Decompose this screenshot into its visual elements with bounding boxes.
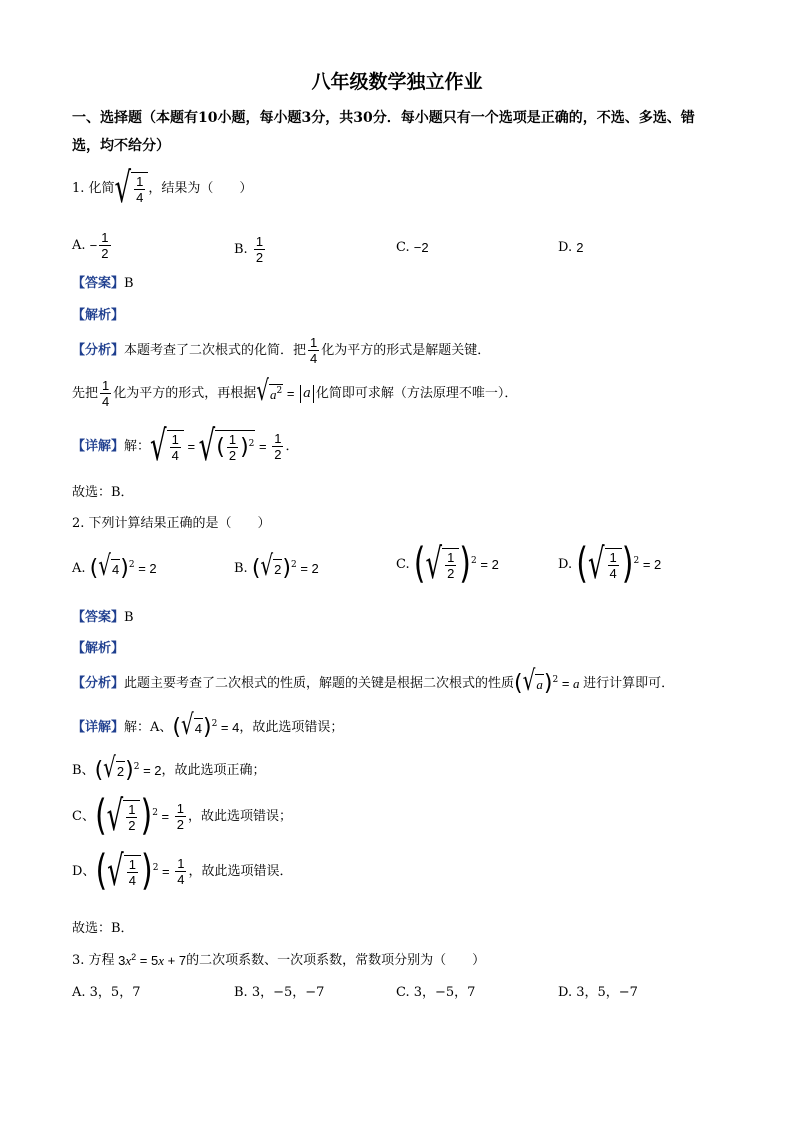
frac-den: 2 <box>255 250 264 265</box>
q2-conclusion: 故选：B． <box>72 921 134 936</box>
radical-sign-icon: √ <box>587 541 605 589</box>
frac-den: 4 <box>310 351 318 366</box>
detail-text: B、 <box>72 763 95 778</box>
sqrt-quarter: √ $\frac{1}{4}$ <box>150 430 184 463</box>
page-title: 八年级数学独立作业 <box>311 71 483 93</box>
detail-text: D、 <box>72 863 96 879</box>
frac-num: 1 <box>310 335 318 350</box>
detail-text: ，故此选项错误； <box>188 808 293 824</box>
q3-equation: $3x^2 = 5x + 7$ <box>114 952 187 968</box>
frac-num: 1 <box>101 230 109 245</box>
sqrt-half-squared: √ ( $\frac{1}{2}$ ) $^2$ <box>199 430 256 463</box>
q2-detail-a: 【详解】 解：A、 ( √ 4 ) $^2$ = 4 ，故此选项错误； <box>72 707 344 741</box>
method-text: 先把 <box>72 385 99 401</box>
frac-den: 4 <box>102 394 110 409</box>
q1-answer <box>72 275 134 293</box>
q2-option-a: A. ( √ 4 ) $^2$ = 2 <box>72 548 157 582</box>
q3-suffix: 的二次项系数、一次项系数，常数项分别为（ ） <box>186 953 486 968</box>
radical-sign-icon: √ <box>114 165 132 213</box>
radical-sign-icon: √ <box>103 750 116 784</box>
frac-num: 1 <box>255 234 264 249</box>
option-label: B. <box>234 561 248 576</box>
method-text: 化简即可求解（方法原理不唯一）． <box>315 385 518 401</box>
q2-answer <box>72 609 134 627</box>
q3-prefix: 3. 方程 <box>72 953 115 968</box>
option-value: 2 <box>576 240 584 255</box>
q3-option-d: D. 3，5，−7 <box>558 985 638 1000</box>
option-label: D. <box>558 556 573 572</box>
radical-sign-icon: √ <box>522 663 536 697</box>
detail-text: C、 <box>72 808 95 824</box>
analysis-heading-label: 【解析】 <box>72 308 125 323</box>
q2-detail-d: D、 ( √ $\frac{1}{4}$ ) $^2$ = $\frac{1}{4}$ ，故此选项错误． <box>72 855 293 888</box>
option-label: A. <box>72 561 86 576</box>
answer-value: B <box>124 276 134 291</box>
frac-num: 1 <box>102 378 110 393</box>
analysis-text: 此题主要考查了二次根式的性质，解题的关键是根据二次根式的性质 <box>124 676 515 691</box>
detail-label: 【详解】 <box>72 720 125 735</box>
analysis-text: 化为平方的形式是解题关键． <box>321 342 491 358</box>
answer-label: 【答案】 <box>72 276 125 291</box>
radical-sign-icon: √ <box>256 372 270 407</box>
radical-sign-icon: √ <box>181 707 194 741</box>
radical-sign-icon: √ <box>98 548 112 582</box>
option-value: −2 <box>413 240 429 255</box>
q2-detail-b: B、 ( √ 2 ) $^2$ = 2 ，故此选项正确； <box>72 750 266 784</box>
q1-option-c <box>396 239 429 257</box>
q1-radicand-num: 1 <box>136 174 144 189</box>
method-text: 化为平方的形式，再根据 <box>113 385 257 401</box>
q1-option-d <box>558 239 583 257</box>
answer-value: B <box>124 610 134 625</box>
detail-text: 解：A、 <box>124 720 173 735</box>
detail-text: ，故此选项错误； <box>239 720 344 735</box>
option-label: C. <box>396 240 410 255</box>
analysis-text: 进行计算即可． <box>583 676 675 691</box>
q1-option-b <box>234 234 267 265</box>
radical-sign-icon: √ <box>198 423 216 471</box>
sqrt-a-squared: √ a $^2$ <box>256 372 283 407</box>
q1-detail-line: 【详解】 解： √ $\frac{1}{4}$ = √ ( $\frac{1}{2}$ ) $^2$ = $\frac{1}{2}$ ． <box>72 430 298 463</box>
q1-method-line: 先把 $\frac{1}{4}$ 化为平方的形式，再根据 √ a $^2$ = a 化简即可求解（方法原理不唯一）． <box>72 372 518 409</box>
q1-sqrt <box>114 165 149 213</box>
q1-analysis-heading <box>72 307 124 325</box>
q3-option-c: C. 3，−5，7 <box>396 985 476 1000</box>
option-label: B. <box>234 241 248 257</box>
q2-analysis-heading <box>72 640 124 658</box>
q1-option-a <box>72 230 113 261</box>
analysis-text: 本题考查了二次根式的化简．把 <box>124 342 307 358</box>
q2-detail-c: C、 ( √ $\frac{1}{2}$ ) $^2$ = $\frac{1}{2}$ ，故此选项错误； <box>72 800 292 833</box>
q3-option-b: B. 3，−5，−7 <box>234 985 325 1000</box>
q2-analysis-line: 【分析】 此题主要考查了二次根式的性质，解题的关键是根据二次根式的性质 ( √ a ) $^2$ = a 进行计算即可． <box>72 663 675 697</box>
detail-text: ，故此选项正确； <box>161 763 266 778</box>
q1-suffix: ，结果为（ ） <box>148 180 253 196</box>
question-2-stem: 2. 下列计算结果正确的是（ ） <box>72 516 271 531</box>
abs-a: a <box>300 385 314 403</box>
answer-label: 【答案】 <box>72 610 125 625</box>
option-label: D. <box>558 240 573 255</box>
q1-prefix: 1. 化简 <box>72 180 115 196</box>
q2-option-b: B. ( √ 2 ) $^2$ = 2 <box>234 548 319 582</box>
radical-sign-icon: √ <box>260 548 274 582</box>
option-label: C. <box>396 556 410 572</box>
q2-option-c: C. ( √ $\frac{1}{2}$ ) $^2$ = 2 <box>396 548 499 581</box>
q2-option-d: D. ( √ $\frac{1}{4}$ ) $^2$ = 2 <box>558 548 661 581</box>
analysis-heading-label: 【解析】 <box>72 641 125 656</box>
q3-option-a: A. 3，5，7 <box>72 985 141 1000</box>
analysis-label: 【分析】 <box>72 676 125 691</box>
detail-text: 解： <box>124 438 151 454</box>
detail-text: ，故此选项错误． <box>188 863 293 879</box>
radical-sign-icon: √ <box>106 793 124 841</box>
radical-sign-icon: √ <box>425 541 443 589</box>
radical-sign-icon: √ <box>107 848 124 896</box>
q1-conclusion: 故选：B． <box>72 485 134 500</box>
section-heading: 一、选择题（本题有10小题，每小题3分，共30分．每小题只有一个选项是正确的，不选、多选、错选，均不给分） <box>72 110 695 154</box>
analysis-label: 【分析】 <box>72 342 125 358</box>
question-1-stem <box>72 165 253 213</box>
option-label: A. <box>72 237 86 253</box>
minus-sign: − <box>89 237 98 253</box>
question-3-stem <box>72 952 485 970</box>
frac-den: 2 <box>101 246 109 261</box>
q1-analysis-line <box>72 335 490 366</box>
detail-label: 【详解】 <box>72 438 125 454</box>
q1-radicand-den: 4 <box>136 190 144 205</box>
radical-sign-icon: √ <box>150 423 167 471</box>
